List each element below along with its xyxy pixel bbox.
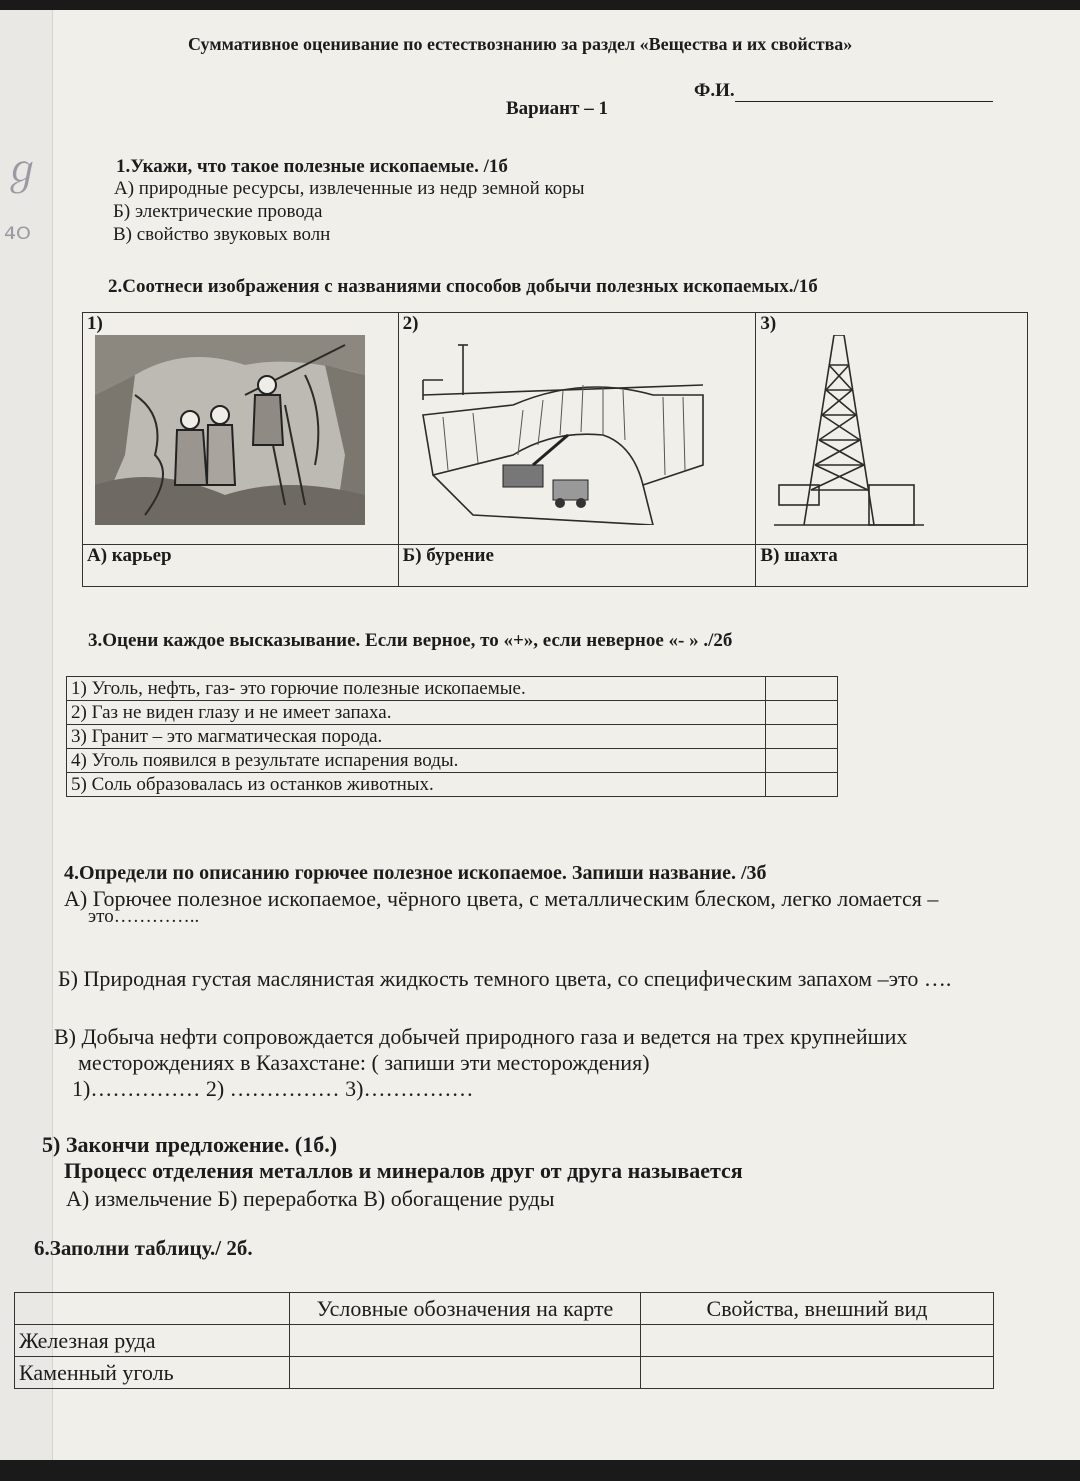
q2-image-cell-1 [83, 313, 399, 545]
q3-statements-table [66, 676, 838, 797]
q5-sentence: Процесс отделения металлов и минералов друг от друга называется [64, 1158, 743, 1183]
q2-answer-c: В) шахта [756, 545, 1028, 587]
q6-question: 6.Заполни таблицу./ 2б. [34, 1236, 253, 1260]
page-title: Суммативное оценивание по естествознанию за раздел «Вещества и их свойства» [188, 34, 853, 54]
q4-part-c: В) Добыча нефти сопровождается добычей природного газа и ведется на трех крупнейших [54, 1024, 908, 1049]
q4-part-b: Б) Природная густая маслянистая жидкость темного цвета, со специфическим запахом –это …. [58, 966, 952, 991]
q3-answer-cell[interactable] [766, 725, 838, 749]
q6-header-empty [15, 1293, 290, 1325]
q3-statement: 5) Соль образовалась из останков животных. [67, 773, 766, 797]
q5-question: 5) Закончи предложение. (1б.) [42, 1132, 338, 1157]
q2-image-number: 3) [760, 313, 777, 334]
q6-row-label: Железная руда [15, 1325, 290, 1357]
open-pit-quarry-illustration [403, 335, 723, 525]
q6-answer-cell[interactable] [641, 1325, 994, 1357]
q2-matching-table [82, 312, 1028, 587]
q6-answer-cell[interactable] [641, 1357, 994, 1389]
mine-workers-illustration [95, 335, 365, 525]
q2-image-number: 2) [402, 313, 419, 334]
q6-answer-cell[interactable] [290, 1325, 641, 1357]
pencil-mark: ⁴ᴼ [4, 222, 31, 257]
q2-image-cell-2 [398, 313, 756, 545]
q6-row-label: Каменный уголь [15, 1357, 290, 1389]
fio-blank-line [735, 85, 993, 102]
q2-answer-b: Б) бурение [398, 545, 756, 587]
q2-image-cell-3 [756, 313, 1028, 545]
q4-part-a: А) Горючее полезное ископаемое, чёрного цвета, с металлическим блеском, легко ломается – [64, 886, 939, 911]
q1-question: 1.Укажи, что такое полезные ископаемые. /1б [116, 156, 508, 177]
fio-field [694, 80, 993, 102]
fio-label: Ф.И. [694, 80, 735, 101]
q1-option-a: А) природные ресурсы, извлеченные из недр земной коры [114, 178, 585, 199]
q2-question: 2.Соотнеси изображения с названиями способов добычи полезных ископаемых./1б [108, 276, 818, 297]
drilling-rig-illustration [774, 335, 924, 535]
q3-answer-cell[interactable] [766, 749, 838, 773]
q4-question: 4.Определи по описанию горючее полезное ископаемое. Запиши название. /3б [64, 862, 767, 884]
q4-part-c-line2: месторождениях в Казахстане: ( запиши эти месторождения) [78, 1050, 650, 1075]
q3-statement: 4) Уголь появился в результате испарения воды. [67, 749, 766, 773]
variant-label: Вариант – 1 [506, 98, 608, 119]
pencil-mark: ℊ [2, 147, 42, 193]
q3-answer-cell[interactable] [766, 701, 838, 725]
worksheet-page [0, 10, 1080, 1460]
q6-header-properties: Свойства, внешний вид [641, 1293, 994, 1325]
q4-part-a-answer: это………….. [88, 906, 200, 927]
q1-option-c: В) свойство звуковых волн [113, 224, 331, 245]
q2-answer-a: А) карьер [83, 545, 399, 587]
q3-question: 3.Оцени каждое высказывание. Если верное, то «+», если неверное «- » ./2б [88, 630, 733, 651]
q3-answer-cell[interactable] [766, 677, 838, 701]
q1-option-b: Б) электрические провода [113, 201, 323, 222]
q3-answer-cell[interactable] [766, 773, 838, 797]
q6-header-map-symbols: Условные обозначения на карте [290, 1293, 641, 1325]
q3-statement: 2) Газ не виден глазу и не имеет запаха. [67, 701, 766, 725]
q6-fill-table [14, 1292, 994, 1389]
q5-options: А) измельчение Б) переработка В) обогащение руды [66, 1186, 555, 1211]
q4-part-c-answers: 1)…………… 2) …………… 3)…………… [72, 1076, 474, 1101]
q2-image-number: 1) [87, 313, 103, 334]
q3-statement: 1) Уголь, нефть, газ- это горючие полезные ископаемые. [67, 677, 766, 701]
q3-statement: 3) Гранит – это магматическая порода. [67, 725, 766, 749]
q6-answer-cell[interactable] [290, 1357, 641, 1389]
